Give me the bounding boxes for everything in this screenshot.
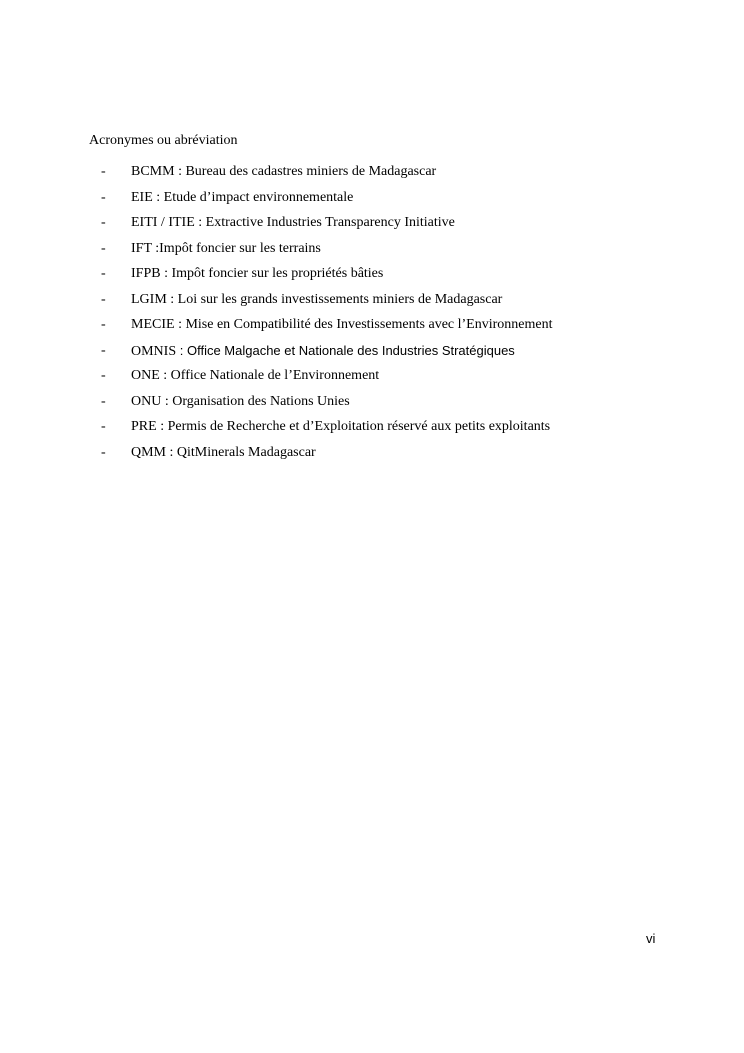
- list-entry: [131, 163, 436, 181]
- acronym: BCMM: [131, 164, 175, 179]
- definition: Mise en Compatibilité des Investissements avec l’Environnement: [185, 317, 553, 332]
- acronym: ONE: [131, 368, 160, 383]
- separator: :: [174, 317, 186, 332]
- list-bullet: -: [101, 393, 106, 409]
- acronym: QMM: [131, 444, 167, 460]
- definition: Organisation des Nations Unies: [172, 393, 350, 409]
- separator: :: [152, 189, 164, 205]
- list-bullet: -: [101, 266, 106, 281]
- list-entry: [131, 367, 379, 385]
- definition: Office Malgache et Nationale des Industries Stratégiques: [186, 342, 515, 358]
- acronym: EITI / ITIE: [131, 215, 195, 230]
- list-entry: [131, 418, 550, 436]
- acronym: OMNIS: [131, 343, 177, 359]
- separator: :: [194, 215, 206, 230]
- definition: Permis de Recherche et d’Exploitation réservé aux petits exploitants: [167, 419, 551, 434]
- list-bullet: -: [101, 189, 106, 205]
- acronym: IFPB: [131, 266, 161, 281]
- separator: :: [176, 342, 187, 358]
- list-bullet: -: [101, 444, 106, 460]
- section-heading: Acronymes ou abréviation: [89, 133, 238, 148]
- definition: Office Nationale de l’Environnement: [170, 368, 380, 383]
- separator: :: [161, 393, 173, 409]
- list-bullet: -: [101, 164, 106, 179]
- acronym: PRE: [131, 419, 157, 434]
- list-bullet: -: [101, 419, 106, 434]
- acronym: ONU: [131, 393, 162, 409]
- definition: Impôt foncier sur les propriétés bâties: [171, 266, 384, 281]
- list-entry: [131, 265, 383, 283]
- acronym: LGIM: [131, 291, 167, 307]
- definition: Bureau des cadastres miniers de Madagascar: [185, 164, 437, 179]
- separator: :: [151, 240, 160, 256]
- list-entry: [131, 214, 455, 232]
- list-bullet: -: [101, 342, 106, 358]
- list-entry: [131, 444, 316, 462]
- definition: Impôt foncier sur les terrains: [159, 240, 321, 256]
- list-bullet: -: [101, 368, 106, 383]
- separator: :: [174, 164, 186, 179]
- definition: Loi sur les grands investissements miniers de Madagascar: [177, 291, 503, 307]
- list-entry: [131, 393, 350, 411]
- acronym: MECIE: [131, 317, 175, 332]
- list-bullet: -: [101, 317, 106, 332]
- definition: QitMinerals Madagascar: [176, 444, 316, 460]
- list-bullet: -: [101, 240, 106, 256]
- separator: :: [166, 444, 177, 460]
- list-entry: [131, 291, 502, 309]
- separator: :: [166, 291, 178, 307]
- page-number: vi: [646, 931, 656, 946]
- list-entry: [131, 189, 353, 207]
- list-entry: [131, 240, 321, 258]
- definition: Extractive Industries Transparency Initiative: [205, 215, 455, 230]
- acronym: EIE: [131, 189, 153, 205]
- definition: Etude d’impact environnementale: [163, 189, 354, 205]
- separator: :: [156, 419, 168, 434]
- separator: :: [159, 368, 171, 383]
- acronym: IFT: [131, 240, 152, 256]
- list-entry: [131, 316, 552, 334]
- list-bullet: -: [101, 291, 106, 307]
- separator: :: [160, 266, 172, 281]
- list-bullet: -: [101, 215, 106, 230]
- list-entry: [131, 342, 515, 361]
